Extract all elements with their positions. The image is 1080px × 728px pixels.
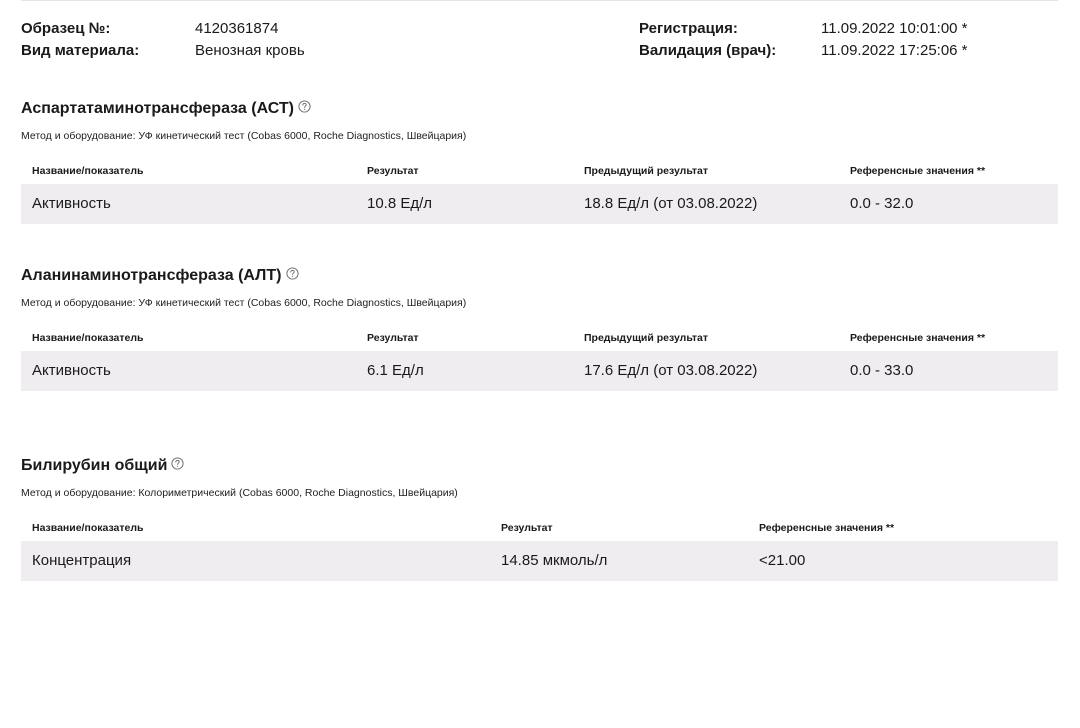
test-title-text: Аланинаминотрансфераза (АЛТ) [21, 267, 282, 284]
header-reference: Референсные значения ** [759, 522, 895, 534]
material-value: Венозная кровь [195, 42, 305, 59]
cell-result: 14.85 мкмоль/л [501, 552, 608, 569]
cell-reference: 0.0 - 33.0 [850, 362, 914, 379]
test-title-text: Билирубин общий [21, 457, 168, 474]
cell-name: Активность [32, 362, 111, 379]
method-text: Метод и оборудование: Колориметрический (Cobas 6000, Roche Diagnostics, Швейцария) [21, 487, 458, 499]
cell-result: 10.8 Ед/л [367, 195, 433, 212]
sample-number-value: 4120361874 [195, 20, 279, 37]
header-previous: Предыдущий результат [584, 332, 708, 344]
header-result: Результат [367, 332, 419, 344]
validation-label: Валидация (врач): [639, 42, 777, 59]
table-row [21, 184, 1058, 224]
header-name: Название/показатель [32, 522, 144, 534]
table-header [21, 519, 1058, 537]
method-text: Метод и оборудование: УФ кинетический тест (Cobas 6000, Roche Diagnostics, Швейцария) [21, 130, 467, 142]
header-previous: Предыдущий результат [584, 165, 708, 177]
table-row [21, 351, 1058, 391]
sample-info [21, 18, 1058, 64]
cell-name: Концентрация [32, 552, 132, 569]
top-divider [21, 0, 1058, 1]
test-title [21, 455, 1058, 477]
material-label: Вид материала: [21, 42, 140, 59]
sample-number-label: Образец №: [21, 20, 111, 37]
test-title-text: Аспартатаминотрансфераза (АСТ) [21, 100, 294, 117]
header-result: Результат [367, 165, 419, 177]
method-text: Метод и оборудование: УФ кинетический тест (Cobas 6000, Roche Diagnostics, Швейцария) [21, 297, 467, 309]
cell-previous: 18.8 Ед/л (от 03.08.2022) [584, 195, 758, 212]
question-circle-icon[interactable] [171, 457, 184, 470]
registration-value: 11.09.2022 10:01:00 * [821, 20, 968, 37]
header-name: Название/показатель [32, 332, 144, 344]
test-section-bilirubin [21, 455, 1058, 581]
cell-reference: <21.00 [759, 552, 806, 569]
validation-value: 11.09.2022 17:25:06 * [821, 42, 968, 59]
cell-previous: 17.6 Ед/л (от 03.08.2022) [584, 362, 758, 379]
table-header [21, 162, 1058, 180]
test-title [21, 265, 1058, 287]
header-reference: Референсные значения ** [850, 332, 986, 344]
test-section-alt [21, 265, 1058, 391]
table-header [21, 329, 1058, 347]
header-name: Название/показатель [32, 165, 144, 177]
cell-reference: 0.0 - 32.0 [850, 195, 914, 212]
header-result: Результат [501, 522, 553, 534]
question-circle-icon[interactable] [286, 267, 299, 280]
question-circle-icon[interactable] [298, 100, 311, 113]
table-row [21, 541, 1058, 581]
test-title [21, 98, 1058, 120]
header-reference: Референсные значения ** [850, 165, 986, 177]
registration-label: Регистрация: [639, 20, 738, 37]
cell-name: Активность [32, 195, 111, 212]
cell-result: 6.1 Ед/л [367, 362, 424, 379]
test-section-ast [21, 98, 1058, 224]
